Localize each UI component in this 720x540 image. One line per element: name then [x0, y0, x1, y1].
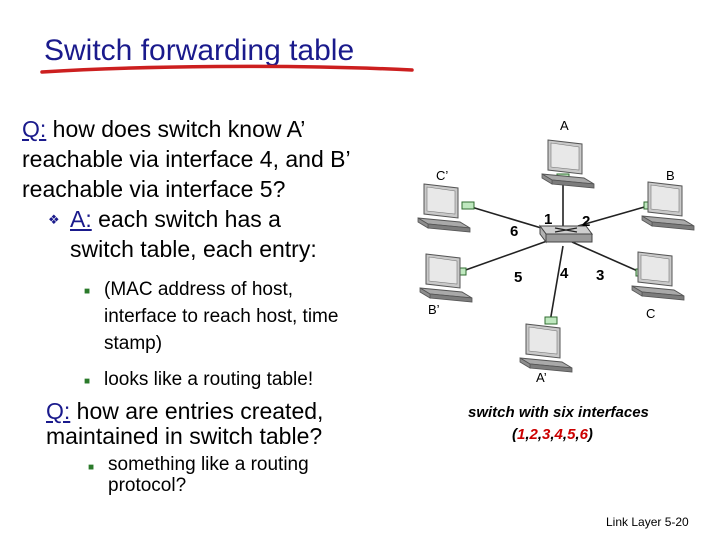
port-label-1: 1 — [544, 211, 553, 228]
host-label-a: A — [560, 118, 569, 133]
question-2-line-2: maintained in switch table? — [46, 423, 323, 449]
square-bullet-icon: ■ — [84, 286, 91, 297]
question-1-prefix: Q: — [22, 116, 47, 142]
host-label-c-prime: C’ — [436, 168, 449, 183]
host-b-prime-computer-icon — [420, 254, 472, 302]
question-1-line-1 — [22, 114, 305, 144]
port-label-4: 4 — [560, 265, 569, 282]
host-a-prime-computer-icon — [520, 324, 572, 372]
host-label-b: B — [666, 168, 675, 183]
answer-1-text-1: each switch has a — [91, 206, 281, 232]
host-label-c: C — [646, 306, 656, 321]
answer-1-line-1 — [70, 204, 281, 234]
question-1-text-1: how does switch know A’ — [46, 116, 306, 142]
port-label-3: 3 — [596, 267, 605, 284]
question-2-text-1: how are entries created, — [70, 398, 324, 424]
sub-bullet-3-line-1: something like a routing — [108, 454, 309, 475]
question-2-prefix: Q: — [46, 398, 71, 424]
sub-bullet-1-line-2: interface to reach host, time — [104, 306, 339, 327]
square-bullet-icon: ■ — [84, 376, 91, 387]
diagram-caption-line-1: switch with six interfaces — [468, 404, 649, 421]
answer-1-line-2: switch table, each entry: — [70, 236, 317, 262]
slide-footer: Link Layer 5-20 — [606, 515, 689, 529]
question-1-line-3: reachable via interface 5? — [22, 176, 286, 202]
question-2-line-1 — [46, 398, 323, 424]
port-label-5: 5 — [514, 269, 523, 286]
host-b-computer-icon — [642, 182, 694, 230]
host-a-computer-icon — [542, 140, 594, 188]
answer-1-prefix: A: — [70, 206, 92, 232]
host-label-b-prime: B’ — [428, 302, 440, 317]
diamond-bullet-icon: ❖ — [48, 212, 60, 227]
question-1-line-2: reachable via interface 4, and B’ — [22, 146, 351, 172]
title-underline — [38, 60, 418, 80]
square-bullet-icon: ■ — [88, 462, 95, 473]
switch-network-diagram — [400, 110, 710, 400]
port-label-6: 6 — [510, 223, 519, 240]
sub-bullet-1-line-1: (MAC address of host, — [104, 279, 294, 300]
sub-bullet-1-line-3: stamp) — [104, 333, 163, 354]
port-label-2: 2 — [582, 213, 591, 230]
sub-bullet-3-line-2: protocol? — [108, 475, 187, 496]
diagram-caption-line-2: (1,2,3,4,5,6) — [512, 426, 593, 443]
host-c-computer-icon — [632, 252, 684, 300]
slide-title: Switch forwarding table — [44, 34, 355, 67]
host-label-a-prime: A’ — [536, 370, 547, 385]
sub-bullet-2: looks like a routing table! — [104, 369, 314, 390]
